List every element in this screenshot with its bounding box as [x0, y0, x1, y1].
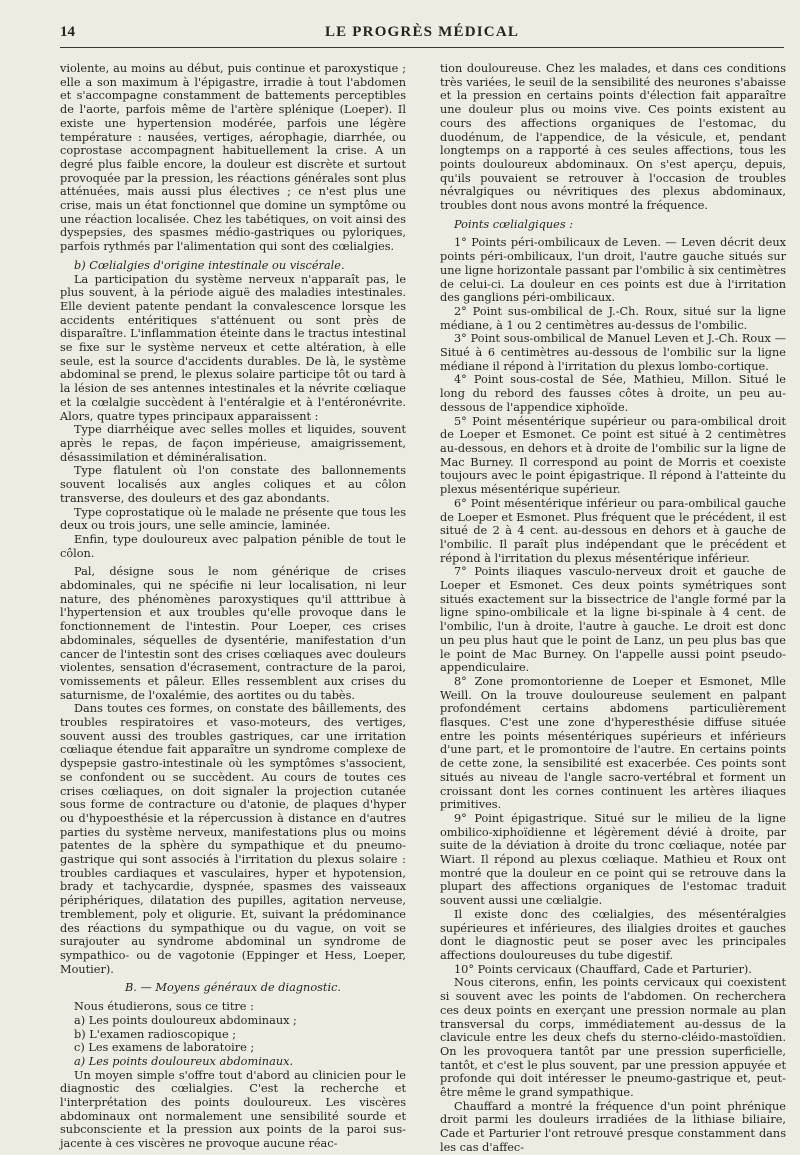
paragraph: Enfin, type douloureux avec palpation pénible de tout le côlon.: [60, 532, 406, 560]
paragraph: 5° Point mésentérique supérieur ou para-ombilical droit de Loeper et Esmonet. Ce point est situé à 2 centimètres au-dessous, en dehors et à droite de l'ombilic sur la ligne de Mac Burney. Il correspond au point de Morris et coexiste toujours avec le point épigastrique. Il répond à l'atteinte du plexus mésentérique supérieur.: [440, 414, 786, 497]
paragraph: 1° Points péri-ombilicaux de Leven. — Leven décrit deux points péri-ombilicaux, l'un droit, l'autre gauche situés sur une ligne horizontale passant par l'ombilic à six centimètres de celui-ci. La douleur en ces points est due à l'irritation des ganglions péri-ombilicaux.: [440, 236, 786, 305]
paragraph: Nous citerons, enfin, les points cervicaux qui coexistent si souvent avec les points de l'abdomen. On recherchera ces deux points en exerçant une pression normale au plan transversal du corps, immédiatement au-dessus de la clavicule entre les deux chefs du sterno-cléido-mastoïdien. On les provoquera tantôt par une pression superficielle, tantôt, et c'est le plus souvent, par une pression appuyée et profonde qui doit intéresser le pneumo-gastrique et, peut-être même le grand sympathique.: [440, 976, 786, 1100]
right-column: [440, 62, 786, 1154]
page-header: [60, 24, 784, 46]
paragraph: 2° Point sus-ombilical de J.-Ch. Roux, situé sur la ligne médiane, à 1 ou 2 centimètres au-dessus de l'ombilic.: [440, 304, 786, 332]
paragraph: Type flatulent où l'on constate des ballonnements souvent localisés aux angles coliques et au côlon transverse, des douleurs et des gaz abondants.: [60, 464, 406, 505]
left-column: [60, 62, 406, 1151]
paragraph: 6° Point mésentérique inférieur ou para-ombilical gauche de Loeper et Esmonet. Plus fréquent que le précédent, il est situé de 2 à 4 cent. au-dessous en dehors et à gauche de l'ombilic. Il paraît plus indépendant que le précédent et répond à l'irritation du plexus mésentérique inférieur.: [440, 496, 786, 565]
paragraph: 4° Point sous-costal de Sée, Mathieu, Millon. Situé le long du rebord des fausses côtes à droite, un peu au-dessous de l'appendice xiphoïde.: [440, 373, 786, 414]
section-heading: b) Cœlialgies d'origine intestinale ou viscérale.: [74, 258, 345, 272]
paragraph: Dans toutes ces formes, on constate des bâillements, des troubles respiratoires et vaso-moteurs, des vertiges, souvent aussi des troubles gastriques, car une irritation cœliaque étendue fait apparaître un syndrome complexe de dyspepsie gastro-intestinale où les symptômes s'associent, se confondent ou se succèdent. Au cours de toutes ces crises cœliaques, on doit signaler la projection cutanée sous forme de contracture ou d'atonie, de plaques d'hyper ou d'hypoesthésie et la répercussion à distance en d'autres parties du système nerveux, manifestations plus ou moins patentes de la sphère du sympathique et du pneumo-gastrique qui sont associés à l'irritation du plexus solaire : troubles cardiaques et vasculaires, hyper et hypotension, brady et tachycardie, dyspnée, spasmes des vaisseaux périphériques, dilatation des pupilles, agitation nerveuse, tremblement, poly et oligurie. Et, suivant la prédominance des réactions du sympathique ou du vague, on voit se surajouter au syndrome abdominal un syndrome de sympathico- ou de vagotonie (Eppinger et Hess, Loeper, Moutier).: [60, 702, 406, 976]
paragraph: 3° Point sous-ombilical de Manuel Leven et J.-Ch. Roux — Situé à 6 centimètres au-dessous de l'ombilic sur la ligne médiane il répond à l'irritation du plexus lombo-cortique.: [440, 332, 786, 373]
paragraph: Il existe donc des cœlialgies, des mésentéralgies supérieures et inférieures, des ilialgies droites et gauches dont le diagnostic peut se poser avec les principales affections douloureuses du tube digestif.: [440, 907, 786, 962]
list-item: c) Les examens de laboratoire ;: [74, 1041, 255, 1055]
paragraph: Nous étudierons, sous ce titre :: [74, 1000, 254, 1014]
list-item: b) L'examen radioscopique ;: [74, 1027, 237, 1041]
paragraph: violente, au moins au début, puis continue et paroxystique ; elle a son maximum à l'épigastre, irradie à tout l'abdomen et s'accompagne constamment de battements perceptibles de l'aorte, parfois même de l'artère splénique (Loeper). Il existe une hypertension modérée, parfois une légère température : nausées, vertiges, aérophagie, diarrhée, ou coprostase accompagnent habituellement la crise. A un degré plus faible encore, la douleur est discrète et surtout provoquée par la pression, les réactions générales sont plus atténuées, mais aussi plus électives ; ce n'est plus une crise, mais un état fonctionnel que domine un symptôme ou une réaction localisée. Chez les tabétiques, on voit ainsi des dyspepsies, des spasmes médio-gastriques ou pyloriques, parfois rythmés par l'alimentation qui sont des cœlialgies.: [60, 62, 406, 254]
page-number: 14: [60, 24, 75, 40]
paragraph: 7° Points iliaques vasculo-nerveux droit et gauche de Loeper et Esmonet. Ces deux points symétriques sont situés exactement sur la bissectrice de l'angle formé par la ligne spino-ombilicale et la ligne bi-spinale à 4 cent. de l'ombilic, l'un à droite, l'autre à gauche. Le droit est donc un peu plus haut que le point de Lanz, un peu plus bas que le point de Mac Burney. On l'appelle aussi point pseudo-appendiculaire.: [440, 565, 786, 675]
section-heading: B. — Moyens généraux de diagnostic.: [125, 981, 341, 995]
paragraph: 9° Point épigastrique. Situé sur le milieu de la ligne ombilico-xiphoïdienne et légèrement dévié à droite, par suite de la déviation à droite du tronc cœliaque, notée par Wiart. Il répond au plexus cœliaque. Mathieu et Roux ont montré que la douleur en ce point qui se retrouve dans la plupart des affections organiques de l'estomac traduit souvent aussi une cœlialgie.: [440, 811, 786, 908]
journal-title: LE PROGRÈS MÉDICAL: [324, 24, 520, 40]
paragraph: Pal, désigne sous le nom générique de crises abdominales, qui ne spécifie ni leur localisation, ni leur nature, des phénomènes paroxystiques qu'il atttribue à l'hypertension et aux troubles qu'elle provoque dans le fonctionnement de l'intestin. Pour Loeper, ces crises abdominales, séquelles de dysentérie, manifestation d'un cancer de l'intestin sont des crises cœliaques avec douleurs violentes, sensation d'écrasement, contracture de la paroi, vomissements et pâleur. Elles ressemblent aux crises du saturnisme, de l'oxalémie, des aortites ou du tabès.: [60, 565, 406, 702]
section-heading: 10° Points cervicaux (Chauffard, Cade et Parturier).: [454, 962, 752, 976]
header-rule: [60, 47, 784, 48]
paragraph: Type diarrhéique avec selles molles et liquides, souvent après le repas, de façon impérieuse, amaigrissement, désassimilation et déminéralisation.: [60, 423, 406, 464]
section-heading: Points cœlialgiques :: [454, 217, 574, 231]
paragraph: 8° Zone promontorienne de Loeper et Esmonet, Mlle Weill. On la trouve douloureuse seulement en palpant profondément certains abdomens particulièrement flasques. C'est une zone d'hyperesthésie diffuse située entre les points mésentériques supérieurs et inférieurs d'une part, et le promontoire de l'autre. En certains points de cette zone, la sensibilité est exacerbée. Ces points sont situés au niveau de l'angle sacro-vertébral et forment un croissant dont les cornes continuent les artères iliaques primitives.: [440, 674, 786, 812]
list-item: a) Les points douloureux abdominaux ;: [74, 1013, 297, 1027]
paragraph: tion douloureuse. Chez les malades, et dans ces conditions très variées, le seuil de la sensibilité des neurones s'abaisse et la pression en certains points d'élection fait apparaître une douleur plus ou moins vive. Ces points existent au cours des affections organiques de l'estomac, du duodénum, de l'appendice, de la vésicule, et, pendant longtemps on a rapporté à ces seules affections, tous les points douloureux abdominaux. On s'est aperçu, depuis, qu'ils pouvaient se retrouver à l'occasion de troubles névralgiques ou névritiques des plexus abdominaux, troubles dont nous avons montré la fréquence.: [440, 62, 786, 213]
paragraph: Un moyen simple s'offre tout d'abord au clinicien pour le diagnostic des cœlialgies. C'est la recherche et l'interprétation des points douloureux. Les viscères abdominaux ont normalement une sensibilité sourde et subconsciente et la pression aux points de la paroi sus-jacente à ces viscères ne provoque aucune réac-: [60, 1068, 406, 1151]
paragraph: La participation du système nerveux n'apparaît pas, le plus souvent, à la période aiguë des maladies intestinales. Elle devient patente pendant la convalescence lorsque les accidents entéritiques s'atténuent ou sont près de disparaître. L'inflammation éteinte dans le tractus intestinal se fixe sur le système nerveux et cette altération, à elle seule, est la source d'accidents durables. De là, le système abdominal se prend, le plexus solaire participe tôt ou tard à la lésion de ses antennes intestinales et la névrite cœliaque et la cœlalgie succèdent à l'entéralgie et à l'entéronévrite. Alors, quatre types principaux apparaissent :: [60, 272, 406, 423]
section-heading: a) Les points douloureux abdominaux.: [74, 1054, 294, 1068]
paragraph: Type coprostatique où le malade ne présente que tous les deux ou trois jours, une selle amincie, laminée.: [60, 505, 406, 533]
paragraph: Chauffard a montré la fréquence d'un point phrénique droit parmi les douleurs irradiées de la lithiase biliaire, Cade et Parturier l'ont retrouvé presque constamment dans les cas d'affec-: [440, 1099, 786, 1154]
